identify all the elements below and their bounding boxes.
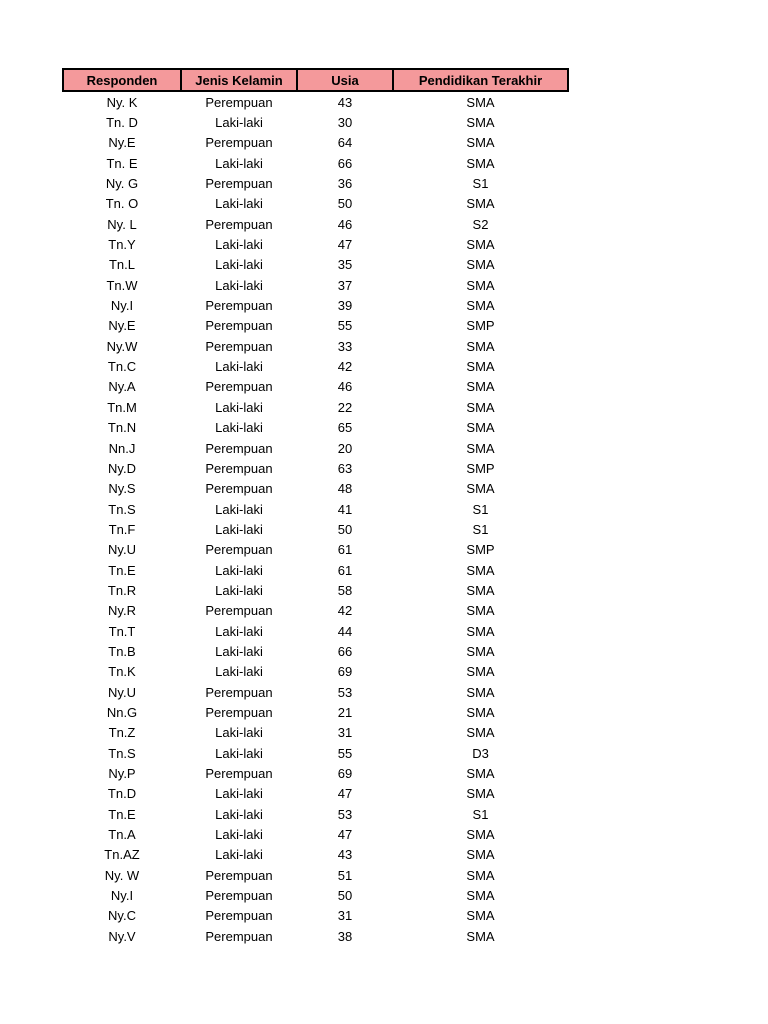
responden-cell: Tn.Y	[108, 237, 136, 253]
usia-cell: 42	[337, 359, 353, 375]
responden-cell: Ny. W	[104, 867, 140, 883]
pendidikan-cell: SMA	[466, 664, 495, 680]
table-row	[63, 499, 568, 519]
usia-cell: 39	[337, 298, 353, 314]
pendidikan-cell: SMA	[466, 704, 495, 720]
jenis-kelamin-cell: Perempuan	[205, 908, 273, 924]
pendidikan-cell: SMA	[466, 135, 495, 151]
responden-cell: Tn.S	[108, 501, 136, 517]
jenis-kelamin-cell: Perempuan	[205, 338, 273, 354]
table-row	[63, 255, 568, 275]
responden-cell: Ny.A	[108, 379, 136, 395]
table-row	[63, 601, 568, 621]
responden-cell: Ny.P	[108, 766, 136, 782]
usia-cell: 31	[337, 725, 353, 741]
table-row	[63, 295, 568, 315]
table-row	[63, 173, 568, 193]
responden-cell: Tn.B	[108, 643, 136, 659]
jenis-kelamin-cell: Perempuan	[205, 460, 273, 476]
usia-cell: 51	[337, 867, 353, 883]
responden-cell: Tn.F	[108, 521, 136, 537]
jenis-kelamin-cell: Perempuan	[205, 94, 273, 110]
responden-cell: Ny.R	[108, 603, 136, 619]
pendidikan-cell: D3	[472, 745, 489, 761]
usia-cell: 21	[337, 704, 353, 720]
usia-cell: 42	[337, 603, 353, 619]
responden-cell: Tn.D	[107, 786, 137, 802]
table-row	[63, 824, 568, 844]
jenis-kelamin-cell: Perempuan	[205, 928, 273, 944]
responden-cell: Tn.Z	[108, 725, 136, 741]
table-row	[63, 580, 568, 600]
jenis-kelamin-cell: Laki-laki	[215, 399, 263, 415]
responden-cell: Ny.C	[108, 908, 136, 924]
responden-cell: Ny.I	[110, 298, 134, 314]
pendidikan-cell: SMA	[466, 623, 495, 639]
table-row	[63, 662, 568, 682]
responden-cell: Tn.N	[107, 420, 137, 436]
jenis-kelamin-cell: Laki-laki	[215, 115, 263, 131]
usia-cell: 38	[337, 928, 353, 944]
pendidikan-cell: SMA	[466, 440, 495, 456]
usia-cell: 46	[337, 216, 353, 232]
jenis-kelamin-cell: Laki-laki	[215, 257, 263, 273]
pendidikan-cell: SMA	[466, 643, 495, 659]
responden-cell: Ny.V	[108, 928, 136, 944]
jenis-kelamin-cell: Laki-laki	[215, 582, 263, 598]
pendidikan-cell: SMA	[466, 928, 495, 944]
pendidikan-cell: SMP	[466, 542, 495, 558]
usia-cell: 58	[337, 582, 353, 598]
usia-cell: 55	[337, 318, 353, 334]
responden-cell: Ny.E	[108, 135, 136, 151]
header-usia: Usia	[297, 69, 393, 91]
header-row	[63, 69, 568, 91]
pendidikan-cell: SMA	[466, 94, 495, 110]
jenis-kelamin-cell: Perempuan	[205, 867, 273, 883]
table-row	[63, 234, 568, 254]
pendidikan-cell: S1	[472, 521, 489, 537]
responden-cell: Tn.R	[107, 582, 137, 598]
responden-cell: Tn. D	[106, 115, 138, 131]
pendidikan-cell: SMA	[466, 827, 495, 843]
pendidikan-cell: SMA	[466, 338, 495, 354]
jenis-kelamin-cell: Laki-laki	[215, 501, 263, 517]
jenis-kelamin-cell: Laki-laki	[215, 745, 263, 761]
jenis-kelamin-cell: Laki-laki	[215, 562, 263, 578]
jenis-kelamin-cell: Perempuan	[205, 318, 273, 334]
respondent-sheet	[62, 68, 567, 946]
table-row	[63, 438, 568, 458]
jenis-kelamin-cell: Perempuan	[205, 704, 273, 720]
jenis-kelamin-cell: Laki-laki	[215, 623, 263, 639]
jenis-kelamin-cell: Perempuan	[205, 135, 273, 151]
responden-cell: Ny. G	[105, 176, 139, 192]
jenis-kelamin-cell: Perempuan	[205, 766, 273, 782]
table-row	[63, 519, 568, 539]
responden-cell: Tn.K	[108, 664, 136, 680]
table-row	[63, 418, 568, 438]
jenis-kelamin-cell: Perempuan	[205, 440, 273, 456]
responden-cell: Ny.U	[108, 542, 136, 558]
usia-cell: 69	[337, 766, 353, 782]
jenis-kelamin-cell: Laki-laki	[215, 786, 263, 802]
responden-cell: Ny. K	[106, 94, 138, 110]
table-row	[63, 479, 568, 499]
usia-cell: 65	[337, 420, 353, 436]
table-row	[63, 906, 568, 926]
usia-cell: 53	[337, 806, 353, 822]
responden-cell: Nn.J	[108, 440, 136, 456]
pendidikan-cell: S2	[472, 216, 489, 232]
pendidikan-cell: SMA	[466, 908, 495, 924]
table-row	[63, 641, 568, 661]
usia-cell: 36	[337, 176, 353, 192]
pendidikan-cell: SMA	[466, 847, 495, 863]
usia-cell: 63	[337, 460, 353, 476]
responden-cell: Tn. E	[106, 155, 138, 171]
usia-cell: 50	[337, 521, 353, 537]
table-row	[63, 397, 568, 417]
pendidikan-cell: SMA	[466, 603, 495, 619]
pendidikan-cell: SMA	[466, 257, 495, 273]
responden-cell: Ny.S	[108, 481, 136, 497]
pendidikan-cell: SMA	[466, 481, 495, 497]
jenis-kelamin-cell: Perempuan	[205, 481, 273, 497]
responden-cell: Tn.E	[108, 562, 136, 578]
pendidikan-cell: SMA	[466, 888, 495, 904]
jenis-kelamin-cell: Perempuan	[205, 379, 273, 395]
table-row	[63, 723, 568, 743]
table-row	[63, 275, 568, 295]
usia-cell: 61	[337, 542, 353, 558]
table-row	[63, 336, 568, 356]
header-responden: Responden	[63, 69, 181, 91]
table-row	[63, 682, 568, 702]
usia-cell: 46	[337, 379, 353, 395]
responden-cell: Ny. L	[107, 216, 137, 232]
table-row	[63, 560, 568, 580]
pendidikan-cell: S1	[472, 806, 489, 822]
jenis-kelamin-cell: Perempuan	[205, 298, 273, 314]
jenis-kelamin-cell: Laki-laki	[215, 847, 263, 863]
usia-cell: 53	[337, 684, 353, 700]
responden-cell: Tn.M	[107, 399, 137, 415]
table-row	[63, 743, 568, 763]
usia-cell: 64	[337, 135, 353, 151]
usia-cell: 66	[337, 155, 353, 171]
table-row	[63, 133, 568, 153]
pendidikan-cell: SMA	[466, 582, 495, 598]
responden-cell: Ny.U	[108, 684, 136, 700]
table-row	[63, 91, 568, 112]
jenis-kelamin-cell: Perempuan	[205, 176, 273, 192]
usia-cell: 20	[337, 440, 353, 456]
jenis-kelamin-cell: Laki-laki	[215, 420, 263, 436]
table-row	[63, 865, 568, 885]
pendidikan-cell: SMA	[466, 867, 495, 883]
header-pendidikan-terakhir: Pendidikan Terakhir	[393, 69, 568, 91]
responden-cell: Ny.E	[108, 318, 136, 334]
jenis-kelamin-cell: Perempuan	[205, 216, 273, 232]
responden-cell: Ny.W	[106, 338, 138, 354]
pendidikan-cell: SMA	[466, 277, 495, 293]
usia-cell: 69	[337, 664, 353, 680]
jenis-kelamin-cell: Perempuan	[205, 542, 273, 558]
responden-cell: Tn.C	[107, 359, 137, 375]
usia-cell: 37	[337, 277, 353, 293]
responden-cell: Tn.S	[108, 745, 136, 761]
usia-cell: 31	[337, 908, 353, 924]
jenis-kelamin-cell: Laki-laki	[215, 725, 263, 741]
table-row	[63, 926, 568, 946]
usia-cell: 48	[337, 481, 353, 497]
jenis-kelamin-cell: Laki-laki	[215, 277, 263, 293]
pendidikan-cell: SMA	[466, 298, 495, 314]
pendidikan-cell: SMA	[466, 155, 495, 171]
table-row	[63, 885, 568, 905]
pendidikan-cell: SMA	[466, 420, 495, 436]
jenis-kelamin-cell: Laki-laki	[215, 237, 263, 253]
responden-cell: Tn. O	[105, 196, 139, 212]
responden-cell: Ny.I	[110, 888, 134, 904]
table-row	[63, 784, 568, 804]
respondent-table	[62, 68, 569, 946]
usia-cell: 50	[337, 888, 353, 904]
usia-cell: 55	[337, 745, 353, 761]
responden-cell: Tn.W	[106, 277, 138, 293]
header-jenis-kelamin: Jenis Kelamin	[181, 69, 297, 91]
table-row	[63, 804, 568, 824]
table-row	[63, 621, 568, 641]
jenis-kelamin-cell: Laki-laki	[215, 664, 263, 680]
usia-cell: 47	[337, 827, 353, 843]
table-row	[63, 702, 568, 722]
table-row	[63, 763, 568, 783]
pendidikan-cell: SMA	[466, 684, 495, 700]
usia-cell: 41	[337, 501, 353, 517]
table-row	[63, 153, 568, 173]
pendidikan-cell: SMA	[466, 359, 495, 375]
responden-cell: Tn.T	[108, 623, 136, 639]
usia-cell: 47	[337, 237, 353, 253]
pendidikan-cell: SMA	[466, 766, 495, 782]
table-row	[63, 194, 568, 214]
pendidikan-cell: SMA	[466, 786, 495, 802]
table-header	[63, 69, 568, 91]
pendidikan-cell: SMA	[466, 196, 495, 212]
jenis-kelamin-cell: Perempuan	[205, 888, 273, 904]
responden-cell: Tn.AZ	[104, 847, 140, 863]
jenis-kelamin-cell: Laki-laki	[215, 155, 263, 171]
pendidikan-cell: S1	[472, 501, 489, 517]
pendidikan-cell: SMA	[466, 725, 495, 741]
jenis-kelamin-cell: Laki-laki	[215, 827, 263, 843]
table-body	[63, 91, 568, 946]
usia-cell: 50	[337, 196, 353, 212]
jenis-kelamin-cell: Laki-laki	[215, 359, 263, 375]
jenis-kelamin-cell: Laki-laki	[215, 643, 263, 659]
responden-cell: Tn.A	[108, 827, 136, 843]
usia-cell: 66	[337, 643, 353, 659]
pendidikan-cell: SMA	[466, 379, 495, 395]
usia-cell: 43	[337, 847, 353, 863]
usia-cell: 22	[337, 399, 353, 415]
jenis-kelamin-cell: Laki-laki	[215, 806, 263, 822]
pendidikan-cell: SMP	[466, 318, 495, 334]
pendidikan-cell: SMA	[466, 399, 495, 415]
table-row	[63, 458, 568, 478]
table-row	[63, 214, 568, 234]
usia-cell: 44	[337, 623, 353, 639]
table-row	[63, 377, 568, 397]
responden-cell: Ny.D	[108, 460, 136, 476]
pendidikan-cell: SMA	[466, 562, 495, 578]
pendidikan-cell: S1	[472, 176, 489, 192]
usia-cell: 61	[337, 562, 353, 578]
jenis-kelamin-cell: Laki-laki	[215, 196, 263, 212]
pendidikan-cell: SMA	[466, 237, 495, 253]
table-row	[63, 845, 568, 865]
responden-cell: Nn.G	[106, 704, 138, 720]
table-row	[63, 316, 568, 336]
jenis-kelamin-cell: Perempuan	[205, 684, 273, 700]
usia-cell: 35	[337, 257, 353, 273]
usia-cell: 30	[337, 115, 353, 131]
usia-cell: 47	[337, 786, 353, 802]
responden-cell: Tn.E	[108, 806, 136, 822]
table-row	[63, 540, 568, 560]
usia-cell: 33	[337, 338, 353, 354]
pendidikan-cell: SMP	[466, 460, 495, 476]
usia-cell: 43	[337, 94, 353, 110]
table-row	[63, 112, 568, 132]
jenis-kelamin-cell: Laki-laki	[215, 521, 263, 537]
table-row	[63, 356, 568, 376]
responden-cell: Tn.L	[108, 257, 135, 273]
pendidikan-cell: SMA	[466, 115, 495, 131]
jenis-kelamin-cell: Perempuan	[205, 603, 273, 619]
